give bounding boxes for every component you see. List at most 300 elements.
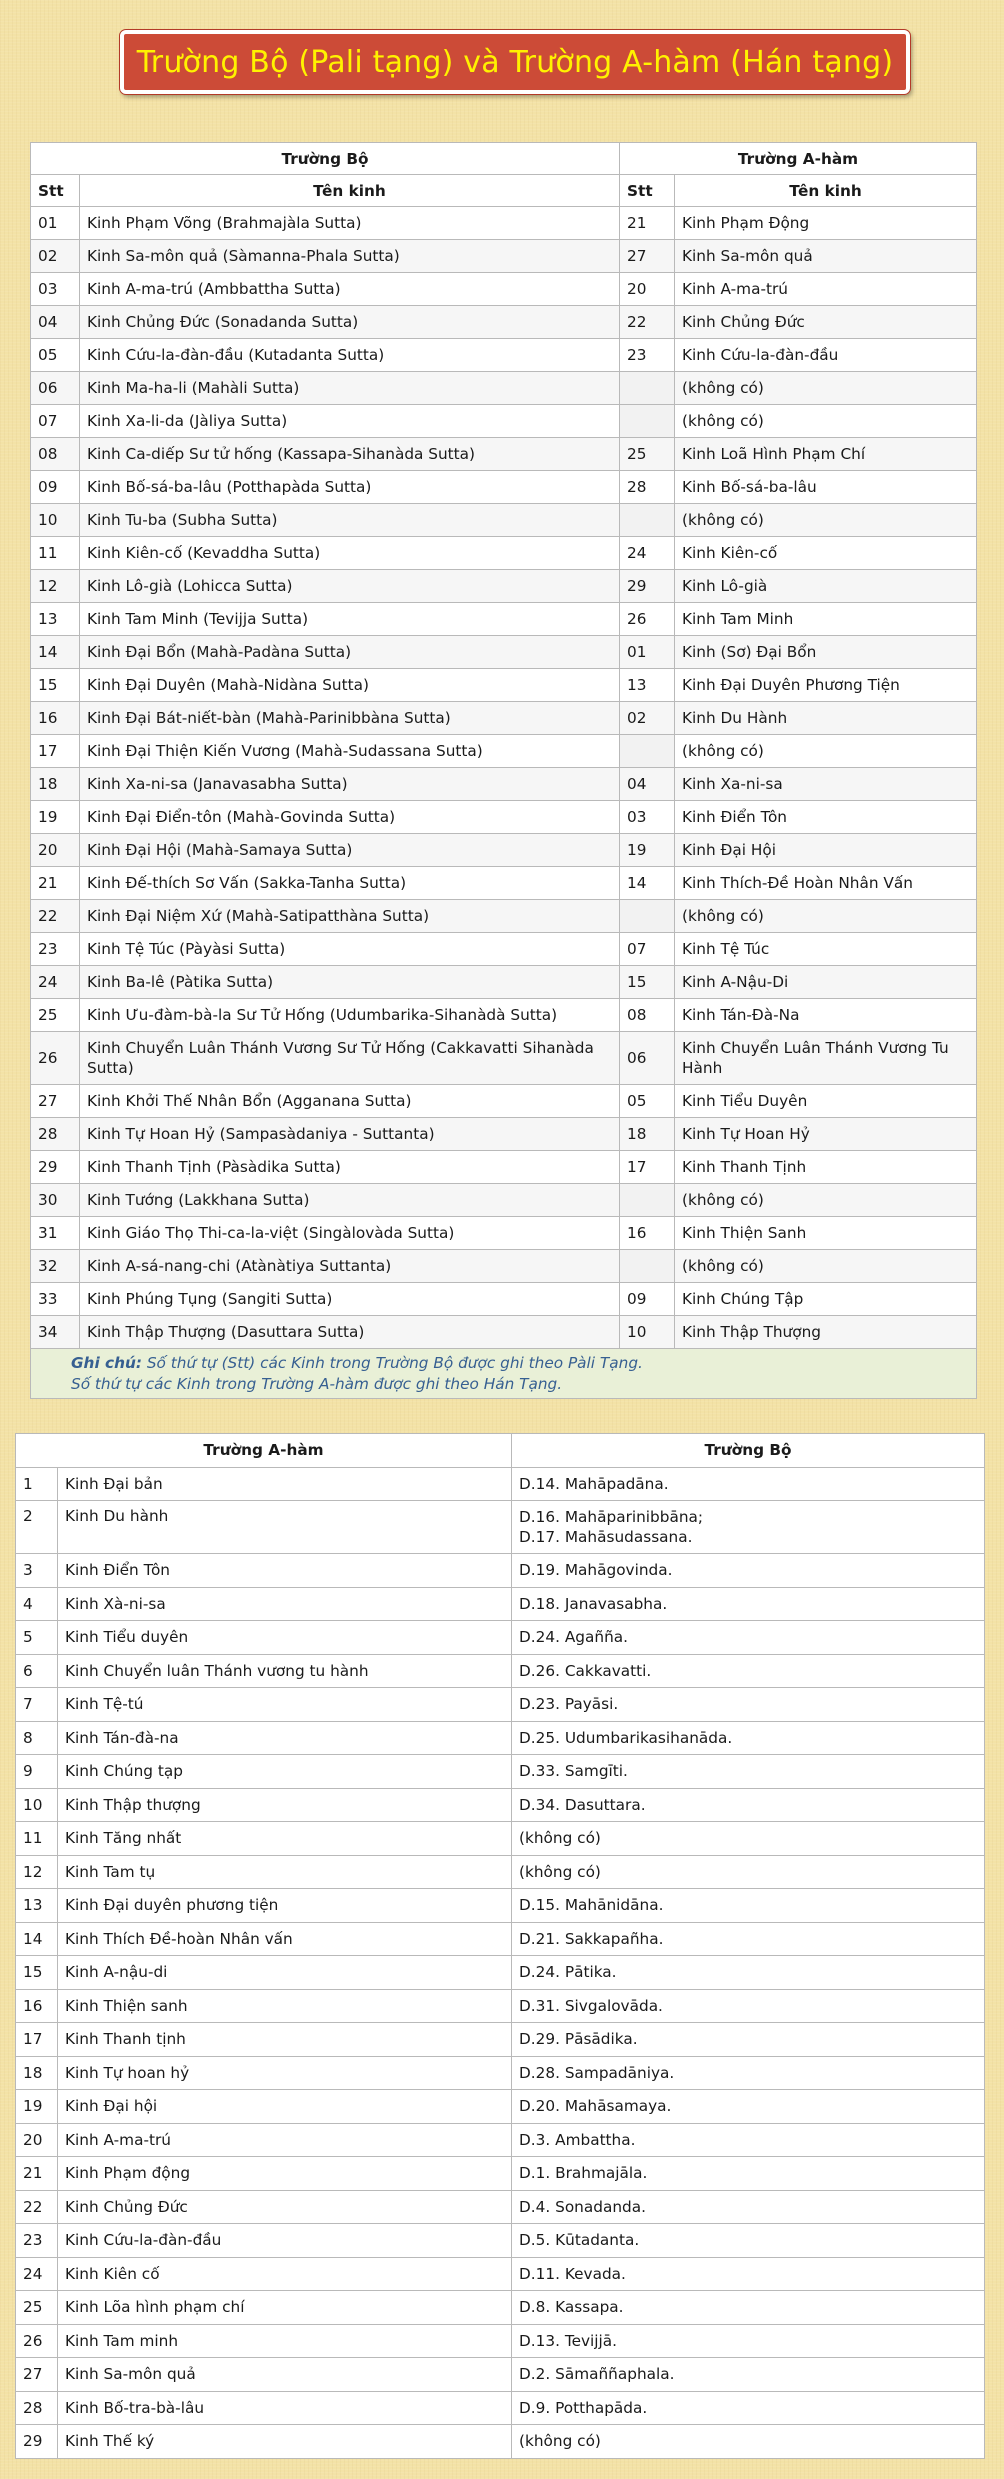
table-row [31,636,977,669]
comparison-table-body [31,143,977,1399]
a-ham-number: 8 [16,1721,58,1755]
a-ham-sutta-name: (không có) [675,900,977,933]
table-row [16,2224,985,2258]
a-ham-sutta-name: Kinh Tam tụ [58,1855,512,1889]
table-row [31,966,977,999]
truong-bo-sutta-name: Kinh Cứu-la-đàn-đầu (Kutadanta Sutta) [80,339,620,372]
pali-reference [512,1501,985,1554]
truong-bo-stt: 21 [31,867,80,900]
pali-reference: D.20. Mahāsamaya. [512,2090,985,2124]
pali-reference: D.25. Udumbarikasihanāda. [512,1721,985,1755]
truong-bo-stt: 15 [31,669,80,702]
table-row [16,1554,985,1588]
table-row [16,1501,985,1554]
truong-bo-sutta-name: Kinh Đại Duyên (Mahà-Nidàna Sutta) [80,669,620,702]
table-row [16,2157,985,2191]
a-ham-sutta-name: Kinh Du hành [58,1501,512,1554]
pali-reference: D.18. Janavasabha. [512,1587,985,1621]
truong-bo-sutta-name: Kinh Ưu-đàm-bà-la Sư Tử Hống (Udumbarika-Sihanàdà Sutta) [80,999,620,1032]
a-ham-sutta-name: Kinh Đại Duyên Phương Tiện [675,669,977,702]
truong-bo-sutta-name: Kinh Tướng (Lakkhana Sutta) [80,1184,620,1217]
table-row [16,1989,985,2023]
table-row [31,1283,977,1316]
a-ham-number: 14 [16,1922,58,1956]
truong-bo-stt: 11 [31,537,80,570]
truong-bo-stt: 34 [31,1316,80,1349]
a-ham-stt: 07 [620,933,675,966]
truong-bo-sutta-name: Kinh Sa-môn quả (Sàmanna-Phala Sutta) [80,240,620,273]
a-ham-sutta-name: Kinh Đại bản [58,1467,512,1501]
truong-bo-sutta-name: Kinh Đại Điển-tôn (Mahà-Govinda Sutta) [80,801,620,834]
pali-reference: D.1. Brahmajāla. [512,2157,985,2191]
a-ham-number: 13 [16,1889,58,1923]
col-header-name-left: Tên kinh [80,175,620,207]
a-ham-stt: 09 [620,1283,675,1316]
truong-bo-stt: 17 [31,735,80,768]
a-ham-sutta-name: Kinh Tệ Túc [675,933,977,966]
page-title-banner [120,30,910,94]
truong-bo-stt: 28 [31,1118,80,1151]
pali-reference: D.24. Agañña. [512,1621,985,1655]
truong-bo-stt: 26 [31,1032,80,1085]
a-ham-stt: 25 [620,438,675,471]
pali-reference: D.9. Potthapāda. [512,2391,985,2425]
table-row [31,240,977,273]
table-row [16,1822,985,1856]
col-header-truong-a-ham: Trường A-hàm [16,1434,512,1468]
col-header-truong-bo: Trường Bộ [512,1434,985,1468]
a-ham-stt [620,1250,675,1283]
pali-reference: (không có) [512,1822,985,1856]
truong-bo-stt: 09 [31,471,80,504]
table-row [16,1855,985,1889]
a-ham-stt: 08 [620,999,675,1032]
a-ham-sutta-name: Kinh Thanh tịnh [58,2023,512,2057]
a-ham-stt [620,504,675,537]
a-ham-number: 26 [16,2324,58,2358]
truong-bo-sutta-name: Kinh Đế-thích Sơ Vấn (Sakka-Tanha Sutta) [80,867,620,900]
pali-reference-line: D.17. Mahāsudassana. [519,1528,693,1546]
table-row [16,2391,985,2425]
truong-bo-stt: 04 [31,306,80,339]
a-ham-sutta-name: Kinh Thập Thượng [675,1316,977,1349]
truong-bo-stt: 22 [31,900,80,933]
note-label: Ghi chú: [71,1353,142,1372]
a-ham-sutta-name: Kinh Chủng Đức [58,2190,512,2224]
a-ham-number: 23 [16,2224,58,2258]
group-header-truong-bo: Trường Bộ [31,143,620,175]
table-row [16,2123,985,2157]
a-ham-sutta-name: Kinh Tán-Đà-Na [675,999,977,1032]
a-ham-sutta-name: Kinh Phạm Động [675,207,977,240]
a-ham-sutta-name: Kinh Tam minh [58,2324,512,2358]
table-row [16,1621,985,1655]
truong-bo-sutta-name: Kinh Tệ Túc (Pàyàsi Sutta) [80,933,620,966]
a-ham-sutta-name: Kinh Tiểu Duyên [675,1085,977,1118]
a-ham-stt [620,372,675,405]
note-line-2: Số thứ tự các Kinh trong Trường A-hàm được ghi theo Hán Tạng. [71,1374,563,1393]
truong-bo-stt: 07 [31,405,80,438]
a-ham-sutta-name: Kinh Chuyển luân Thánh vương tu hành [58,1654,512,1688]
table-row [31,1151,977,1184]
table-row [16,1467,985,1501]
a-ham-stt: 02 [620,702,675,735]
truong-bo-stt: 25 [31,999,80,1032]
a-ham-number: 1 [16,1467,58,1501]
truong-bo-sutta-name: Kinh Tam Minh (Tevijja Sutta) [80,603,620,636]
pali-reference: D.14. Mahāpadāna. [512,1467,985,1501]
page-title: Trường Bộ (Pali tạng) và Trường A-hàm (Hán tạng) [136,44,894,80]
table-row [31,1184,977,1217]
a-ham-stt: 04 [620,768,675,801]
a-ham-sutta-name: Kinh A-ma-trú [58,2123,512,2157]
pali-reference: D.15. Mahānidāna. [512,1889,985,1923]
a-ham-number: 15 [16,1956,58,1990]
truong-bo-sutta-name: Kinh Tu-ba (Subha Sutta) [80,504,620,537]
a-ham-number: 6 [16,1654,58,1688]
truong-bo-sutta-name: Kinh Ma-ha-li (Mahàli Sutta) [80,372,620,405]
a-ham-sutta-name: Kinh Điển Tôn [675,801,977,834]
a-ham-sutta-name: Kinh Lõa hình phạm chí [58,2291,512,2325]
a-ham-stt: 20 [620,273,675,306]
truong-bo-stt: 23 [31,933,80,966]
truong-bo-sutta-name: Kinh Ca-diếp Sư tử hống (Kassapa-Sihanàda Sutta) [80,438,620,471]
a-ham-stt [620,900,675,933]
pali-reference: D.19. Mahāgovinda. [512,1554,985,1588]
pali-reference: D.5. Kūtadanta. [512,2224,985,2258]
a-ham-stt: 24 [620,537,675,570]
table-row [31,702,977,735]
table-row [16,2056,985,2090]
a-ham-sutta-name: Kinh Bố-sá-ba-lâu [675,471,977,504]
truong-bo-stt: 06 [31,372,80,405]
table-note-row [31,1349,977,1399]
table-row [31,1118,977,1151]
table-row [16,1922,985,1956]
truong-bo-sutta-name: Kinh Phúng Tụng (Sangiti Sutta) [80,1283,620,1316]
truong-bo-sutta-name: Kinh Xa-ni-sa (Janavasabha Sutta) [80,768,620,801]
truong-bo-stt: 08 [31,438,80,471]
truong-bo-sutta-name: Kinh Kiên-cố (Kevaddha Sutta) [80,537,620,570]
a-ham-number: 27 [16,2358,58,2392]
truong-bo-stt: 30 [31,1184,80,1217]
a-ham-number: 12 [16,1855,58,1889]
pali-reference: D.2. Sāmaññaphala. [512,2358,985,2392]
truong-bo-sutta-name: Kinh Đại Bổn (Mahà-Padàna Sutta) [80,636,620,669]
table-row [16,2090,985,2124]
table-row [16,1721,985,1755]
truong-bo-sutta-name: Kinh Chủng Đức (Sonadanda Sutta) [80,306,620,339]
truong-bo-stt: 13 [31,603,80,636]
truong-bo-stt: 33 [31,1283,80,1316]
table-column-header-row [16,1434,985,1468]
truong-bo-sutta-name: Kinh A-sá-nang-chi (Atànàtiya Suttanta) [80,1250,620,1283]
pali-reference: D.26. Cakkavatti. [512,1654,985,1688]
a-ham-number: 5 [16,1621,58,1655]
truong-bo-stt: 16 [31,702,80,735]
pali-reference: D.4. Sonadanda. [512,2190,985,2224]
truong-bo-sutta-name: Kinh Tự Hoan Hỷ (Sampasàdaniya - Suttanta) [80,1118,620,1151]
table-row [31,207,977,240]
a-ham-number: 21 [16,2157,58,2191]
truong-bo-sutta-name: Kinh Lô-già (Lohicca Sutta) [80,570,620,603]
col-header-name-right: Tên kinh [675,175,977,207]
a-ham-stt: 26 [620,603,675,636]
a-ham-sutta-name: Kinh Xà-ni-sa [58,1587,512,1621]
table-row [16,2190,985,2224]
pali-reference: (không có) [512,2425,985,2459]
truong-bo-stt: 31 [31,1217,80,1250]
table-row [31,372,977,405]
a-ham-sutta-name: Kinh Sa-môn quả [675,240,977,273]
pali-reference: D.31. Sivgalovāda. [512,1989,985,2023]
a-ham-number: 4 [16,1587,58,1621]
truong-bo-sutta-name: Kinh Bố-sá-ba-lâu (Potthapàda Sutta) [80,471,620,504]
a-ham-stt: 15 [620,966,675,999]
a-ham-stt: 29 [620,570,675,603]
a-ham-sutta-name: Kinh Kiên cố [58,2257,512,2291]
a-ham-sutta-name: Kinh Kiên-cố [675,537,977,570]
truong-bo-stt: 20 [31,834,80,867]
a-ham-number: 20 [16,2123,58,2157]
a-ham-stt: 06 [620,1032,675,1085]
truong-bo-sutta-name: Kinh Đại Bát-niết-bàn (Mahà-Parinibbàna Sutta) [80,702,620,735]
table-row [31,471,977,504]
table-row [16,1654,985,1688]
a-ham-number: 19 [16,2090,58,2124]
table-note [31,1349,977,1399]
a-ham-sutta-name: Kinh Tán-đà-na [58,1721,512,1755]
a-ham-stt: 28 [620,471,675,504]
truong-bo-sutta-name: Kinh Đại Niệm Xứ (Mahà-Satipatthàna Sutta) [80,900,620,933]
truong-bo-stt: 02 [31,240,80,273]
a-ham-sutta-name: Kinh Thích-Đề Hoàn Nhân Vấn [675,867,977,900]
table-row [31,1085,977,1118]
truong-bo-sutta-name: Kinh Khởi Thế Nhân Bổn (Agganana Sutta) [80,1085,620,1118]
a-ham-stt: 01 [620,636,675,669]
a-ham-stt: 14 [620,867,675,900]
a-ham-sutta-name: (không có) [675,504,977,537]
a-ham-sutta-name: Kinh A-ma-trú [675,273,977,306]
a-ham-stt: 10 [620,1316,675,1349]
pali-reference: D.29. Pāsādika. [512,2023,985,2057]
a-ham-number: 24 [16,2257,58,2291]
correspondence-table-a-ham-to-truong-bo [15,1433,985,2459]
note-text-1: Số thứ tự (Stt) các Kinh trong Trường Bộ được ghi theo Pàli Tạng. [141,1353,643,1372]
a-ham-stt: 19 [620,834,675,867]
table-row [16,1587,985,1621]
table-row [31,900,977,933]
a-ham-number: 10 [16,1788,58,1822]
table-row [16,2023,985,2057]
table-row [31,999,977,1032]
a-ham-stt: 17 [620,1151,675,1184]
truong-bo-sutta-name: Kinh Đại Thiện Kiến Vương (Mahà-Sudassana Sutta) [80,735,620,768]
truong-bo-stt: 24 [31,966,80,999]
table-row [31,933,977,966]
a-ham-number: 2 [16,1501,58,1554]
a-ham-sutta-name: Kinh Phạm động [58,2157,512,2191]
table-row [31,1250,977,1283]
note-line-1 [71,1353,936,1374]
a-ham-sutta-name: Kinh Tăng nhất [58,1822,512,1856]
a-ham-sutta-name: Kinh Thích Đề-hoàn Nhân vấn [58,1922,512,1956]
table-row [31,801,977,834]
table-row [31,603,977,636]
table-row [16,2425,985,2459]
table-row [31,834,977,867]
truong-bo-sutta-name: Kinh Ba-lê (Pàtika Sutta) [80,966,620,999]
a-ham-sutta-name: Kinh Chúng tạp [58,1755,512,1789]
table-row [31,1316,977,1349]
a-ham-sutta-name: (không có) [675,735,977,768]
table-row [31,669,977,702]
a-ham-number: 22 [16,2190,58,2224]
a-ham-sutta-name: Kinh Cứu-la-đàn-đầu [58,2224,512,2258]
a-ham-sutta-name: Kinh Chuyển Luân Thánh Vương Tu Hành [675,1032,977,1085]
a-ham-sutta-name: Kinh Thế ký [58,2425,512,2459]
pali-reference: D.33. Samgīti. [512,1755,985,1789]
a-ham-sutta-name: Kinh Tự hoan hỷ [58,2056,512,2090]
a-ham-stt: 05 [620,1085,675,1118]
truong-bo-stt: 19 [31,801,80,834]
a-ham-number: 29 [16,2425,58,2459]
pali-reference: D.8. Kassapa. [512,2291,985,2325]
table-row [31,273,977,306]
table-row [31,504,977,537]
pali-reference: D.11. Kevada. [512,2257,985,2291]
pali-reference: D.24. Pātika. [512,1956,985,1990]
a-ham-sutta-name: Kinh Điển Tôn [58,1554,512,1588]
truong-bo-sutta-name: Kinh Thập Thượng (Dasuttara Sutta) [80,1316,620,1349]
a-ham-sutta-name: (không có) [675,372,977,405]
a-ham-stt: 16 [620,1217,675,1250]
a-ham-sutta-name: Kinh Thiện Sanh [675,1217,977,1250]
a-ham-sutta-name: Kinh A-nậu-di [58,1956,512,1990]
a-ham-number: 3 [16,1554,58,1588]
a-ham-number: 28 [16,2391,58,2425]
table-row [31,867,977,900]
table-row [31,768,977,801]
table-row [16,1956,985,1990]
a-ham-stt: 21 [620,207,675,240]
a-ham-sutta-name: Kinh Lô-già [675,570,977,603]
truong-bo-sutta-name: Kinh Giáo Thọ Thi-ca-la-việt (Singàlovàda Sutta) [80,1217,620,1250]
a-ham-stt: 27 [620,240,675,273]
a-ham-number: 25 [16,2291,58,2325]
table-row [31,1217,977,1250]
a-ham-stt: 22 [620,306,675,339]
a-ham-number: 7 [16,1688,58,1722]
a-ham-sutta-name: Kinh Đại duyên phương tiện [58,1889,512,1923]
a-ham-sutta-name: (không có) [675,1184,977,1217]
truong-bo-stt: 12 [31,570,80,603]
table-group-header-row [31,143,977,175]
pali-reference: D.28. Sampadāniya. [512,2056,985,2090]
a-ham-stt [620,735,675,768]
truong-bo-sutta-name: Kinh Thanh Tịnh (Pàsàdika Sutta) [80,1151,620,1184]
table-row [16,1755,985,1789]
a-ham-sutta-name: Kinh Chúng Tập [675,1283,977,1316]
table-row [31,405,977,438]
a-ham-sutta-name: Kinh Bố-tra-bà-lâu [58,2391,512,2425]
truong-bo-stt: 27 [31,1085,80,1118]
table-row [16,2324,985,2358]
pali-reference: D.23. Payāsi. [512,1688,985,1722]
table-row [16,1788,985,1822]
truong-bo-sutta-name: Kinh A-ma-trú (Ambbattha Sutta) [80,273,620,306]
a-ham-number: 18 [16,2056,58,2090]
table-column-header-row [31,175,977,207]
truong-bo-stt: 14 [31,636,80,669]
truong-bo-stt: 03 [31,273,80,306]
table-row [31,438,977,471]
a-ham-sutta-name: Kinh Thanh Tịnh [675,1151,977,1184]
a-ham-sutta-name: Kinh Tiểu duyên [58,1621,512,1655]
truong-bo-stt: 10 [31,504,80,537]
table-row [16,1688,985,1722]
pali-reference: D.13. Tevijjā. [512,2324,985,2358]
a-ham-stt [620,405,675,438]
pali-reference-line: D.16. Mahāparinibbāna; [519,1508,704,1526]
table-row [16,2257,985,2291]
table-row [16,2291,985,2325]
table-row [31,537,977,570]
a-ham-sutta-name: Kinh Thập thượng [58,1788,512,1822]
comparison-table-pali-han [30,142,977,1399]
truong-bo-sutta-name: Kinh Phạm Võng (Brahmajàla Sutta) [80,207,620,240]
a-ham-number: 11 [16,1822,58,1856]
table-row [31,306,977,339]
a-ham-sutta-name: Kinh A-Nậu-Di [675,966,977,999]
pali-reference: D.34. Dasuttara. [512,1788,985,1822]
a-ham-number: 9 [16,1755,58,1789]
a-ham-stt [620,1184,675,1217]
truong-bo-stt: 29 [31,1151,80,1184]
truong-bo-stt: 32 [31,1250,80,1283]
truong-bo-sutta-name: Kinh Đại Hội (Mahà-Samaya Sutta) [80,834,620,867]
a-ham-sutta-name: Kinh Tệ-tú [58,1688,512,1722]
a-ham-sutta-name: Kinh (Sơ) Đại Bổn [675,636,977,669]
table-row [31,339,977,372]
truong-bo-stt: 05 [31,339,80,372]
truong-bo-stt: 18 [31,768,80,801]
pali-reference: D.21. Sakkapañha. [512,1922,985,1956]
table-row [31,1032,977,1085]
a-ham-stt: 03 [620,801,675,834]
a-ham-sutta-name: Kinh Cứu-la-đàn-đầu [675,339,977,372]
a-ham-number: 16 [16,1989,58,2023]
truong-bo-stt: 01 [31,207,80,240]
a-ham-sutta-name: Kinh Tam Minh [675,603,977,636]
a-ham-stt: 13 [620,669,675,702]
a-ham-sutta-name: Kinh Đại Hội [675,834,977,867]
table-row [16,1889,985,1923]
truong-bo-sutta-name: Kinh Xa-li-da (Jàliya Sutta) [80,405,620,438]
a-ham-sutta-name: (không có) [675,1250,977,1283]
col-header-stt-left: Stt [31,175,80,207]
a-ham-sutta-name: Kinh Đại hội [58,2090,512,2124]
truong-bo-sutta-name: Kinh Chuyển Luân Thánh Vương Sư Tử Hống (Cakkavatti Sihanàda Sutta) [80,1032,620,1085]
pali-reference: (không có) [512,1855,985,1889]
col-header-stt-right: Stt [620,175,675,207]
a-ham-sutta-name: Kinh Xa-ni-sa [675,768,977,801]
a-ham-number: 17 [16,2023,58,2057]
table-row [31,570,977,603]
a-ham-sutta-name: Kinh Sa-môn quả [58,2358,512,2392]
table-row [31,735,977,768]
a-ham-sutta-name: Kinh Loã Hình Phạm Chí [675,438,977,471]
